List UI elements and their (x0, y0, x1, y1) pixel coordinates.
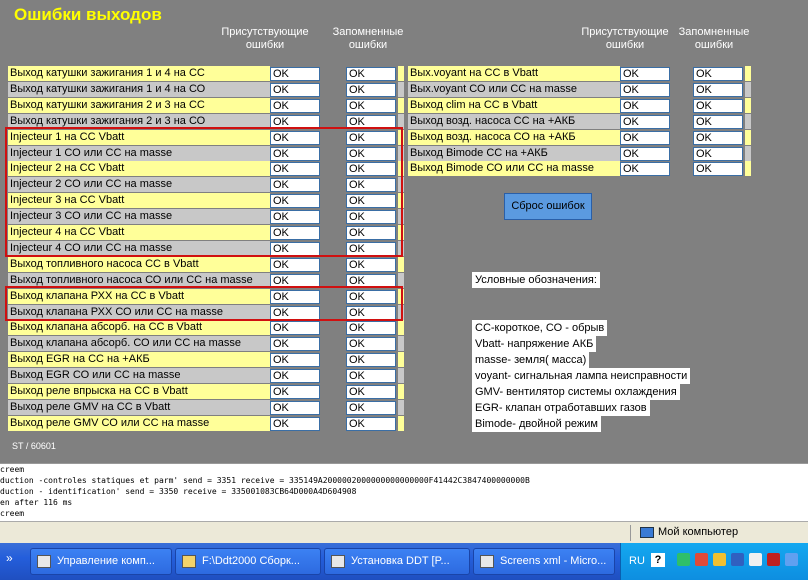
row-end-cap (745, 161, 751, 176)
log-line: duction - identification' send = 3350 receive = 335001083CB64D000A4D604908 (0, 487, 357, 496)
row-end-cap (398, 146, 404, 161)
fault-label: Выход возд. насоса СО на +АКБ (408, 130, 620, 145)
fault-label: Injecteur 2 на СС Vbatt (8, 161, 270, 176)
present-error-field: OK (270, 353, 320, 367)
stored-error-field: OK (346, 147, 396, 161)
row-end-cap (398, 384, 404, 399)
present-error-field: OK (270, 162, 320, 176)
stored-error-field: OK (346, 115, 396, 129)
stored-error-field: OK (693, 83, 743, 97)
fault-label: Выход реле впрыска на СС в Vbatt (8, 384, 270, 399)
stored-error-field: OK (346, 99, 396, 113)
row-end-cap (398, 320, 404, 335)
present-error-field: OK (270, 321, 320, 335)
task-label: F:\Ddt2000 Сборк... (202, 555, 300, 567)
language-indicator[interactable]: RU (629, 555, 645, 567)
status-bar (0, 521, 808, 544)
fault-row (8, 82, 408, 97)
present-error-field: OK (270, 178, 320, 192)
row-end-cap (398, 416, 404, 431)
fault-row (408, 98, 748, 113)
stored-error-field: OK (346, 162, 396, 176)
log-panel[interactable] (0, 463, 808, 522)
present-error-field: OK (270, 147, 320, 161)
fault-label: Выход реле GMV на СС в Vbatt (8, 400, 270, 415)
present-error-field: OK (270, 226, 320, 240)
stored-error-field: OK (346, 178, 396, 192)
fault-row (8, 305, 408, 320)
fault-row (8, 193, 408, 208)
fault-row (8, 66, 408, 81)
fault-label: Выход топливного насоса СС в Vbatt (8, 257, 270, 272)
fault-row (8, 130, 408, 145)
quick-launch-expand-icon[interactable]: » (6, 551, 13, 565)
fault-label: Выход EGR СО или СС на masse (8, 368, 270, 383)
taskbar (0, 543, 808, 580)
row-end-cap (398, 352, 404, 367)
fault-row (408, 66, 748, 81)
present-error-field: OK (620, 83, 670, 97)
fault-row (408, 161, 748, 176)
tray-shield-icon[interactable] (767, 553, 780, 566)
present-error-field: OK (620, 162, 670, 176)
row-end-cap (398, 209, 404, 224)
stored-error-field: OK (346, 385, 396, 399)
present-error-field: OK (270, 274, 320, 288)
taskbar-task[interactable] (473, 548, 615, 575)
header-left-stored: Запомненные ошибки (332, 26, 404, 51)
fault-row (8, 384, 408, 399)
stored-error-field: OK (346, 194, 396, 208)
present-error-field: OK (270, 115, 320, 129)
stored-error-field: OK (346, 401, 396, 415)
taskbar-task[interactable] (30, 548, 172, 575)
present-error-field: OK (270, 290, 320, 304)
row-end-cap (398, 130, 404, 145)
stored-error-field: OK (346, 258, 396, 272)
row-end-cap (745, 98, 751, 113)
present-error-field: OK (620, 131, 670, 145)
fault-label: Выход clim на СС в Vbatt (408, 98, 620, 113)
stored-error-field: OK (693, 162, 743, 176)
stored-error-field: OK (346, 353, 396, 367)
stored-error-field: OK (346, 131, 396, 145)
row-end-cap (745, 130, 751, 145)
present-error-field: OK (270, 83, 320, 97)
fault-row (8, 209, 408, 224)
fault-label: Выход Bimode СС на +АКБ (408, 146, 620, 161)
fault-label: Вых.voyant СО или СС на masse (408, 82, 620, 97)
fault-label: Выход возд. насоса СС на +АКБ (408, 114, 620, 129)
fault-label: Выход катушки зажигания 2 и 3 на СС (8, 98, 270, 113)
row-end-cap (398, 400, 404, 415)
fault-row (8, 352, 408, 367)
stored-error-field: OK (346, 417, 396, 431)
tray-app-icon[interactable] (785, 553, 798, 566)
legend-item: masse- земля( масса) (472, 352, 589, 368)
present-error-field: OK (270, 242, 320, 256)
fault-label: Injecteur 3 на СС Vbatt (8, 193, 270, 208)
status-separator (630, 525, 631, 541)
tray-app-icon[interactable] (749, 553, 762, 566)
row-end-cap (398, 98, 404, 113)
row-end-cap (398, 114, 404, 129)
fault-row (8, 241, 408, 256)
fault-label: Выход катушки зажигания 1 и 4 на СС (8, 66, 270, 81)
present-error-field: OK (270, 417, 320, 431)
task-label: Screens xml - Micro... (500, 555, 607, 567)
fault-label: Injecteur 4 СО или СС на masse (8, 241, 270, 256)
taskbar-task[interactable] (175, 548, 321, 575)
present-error-field: OK (270, 337, 320, 351)
fault-label: Injecteur 4 на СС Vbatt (8, 225, 270, 240)
window-icon (480, 555, 494, 568)
present-error-field: OK (270, 210, 320, 224)
tray-app-icon[interactable] (677, 553, 690, 566)
fault-label: Выход реле GMV СО или СС на masse (8, 416, 270, 431)
row-end-cap (398, 257, 404, 272)
stored-error-field: OK (693, 99, 743, 113)
header-left-present: Присутствующие ошибки (221, 26, 309, 51)
tray-app-icon[interactable] (731, 553, 744, 566)
present-error-field: OK (620, 147, 670, 161)
task-label: Управление комп... (57, 555, 155, 567)
fault-label: Injecteur 1 СО или СС на masse (8, 146, 270, 161)
legend-item: voyant- сигнальная лампа неисправности (472, 368, 690, 384)
status-my-computer: Мой компьютер (658, 526, 739, 538)
computer-icon (640, 527, 654, 538)
present-error-field: OK (620, 99, 670, 113)
present-error-field: OK (270, 369, 320, 383)
stored-error-field: OK (346, 242, 396, 256)
present-error-field: OK (270, 306, 320, 320)
present-error-field: OK (620, 67, 670, 81)
present-error-field: OK (270, 385, 320, 399)
legend-item: EGR- клапан отработавших газов (472, 400, 650, 416)
present-error-field: OK (270, 194, 320, 208)
row-end-cap (398, 305, 404, 320)
stored-error-field: OK (346, 67, 396, 81)
fault-row (8, 257, 408, 272)
tray-app-icon[interactable] (695, 553, 708, 566)
fault-row (8, 289, 408, 304)
present-error-field: OK (620, 115, 670, 129)
stored-error-field: OK (346, 369, 396, 383)
row-end-cap (398, 193, 404, 208)
fault-label: Выход клапана РХХ СО или СС на masse (8, 305, 270, 320)
present-error-field: OK (270, 99, 320, 113)
fault-label: Injecteur 3 СО или СС на masse (8, 209, 270, 224)
fault-label: Выход клапана абсорб. на СС в Vbatt (8, 320, 270, 335)
row-end-cap (745, 146, 751, 161)
present-error-field: OK (270, 131, 320, 145)
row-end-cap (398, 273, 404, 288)
fault-label: Injecteur 2 СО или СС на masse (8, 177, 270, 192)
reset-errors-button[interactable]: Сброс ошибок (504, 193, 592, 220)
legend-item: СС-короткое, СО - обрыв (472, 320, 607, 336)
stored-error-field: OK (346, 274, 396, 288)
row-end-cap (398, 161, 404, 176)
header-right-stored: Запомненные ошибки (678, 26, 750, 51)
legend-item: Bimode- двойной режим (472, 416, 601, 432)
stored-error-field: OK (693, 67, 743, 81)
fault-row (8, 98, 408, 113)
log-line: en after 116 ms (0, 498, 73, 507)
stored-error-field: OK (346, 210, 396, 224)
fault-row (8, 146, 408, 161)
stored-error-field: OK (346, 337, 396, 351)
log-line: duction -controles statiques et parm' send = 3351 receive = 335149A2000002000000000000000F41442C3847400000000B (0, 476, 530, 485)
present-error-field: OK (270, 401, 320, 415)
taskbar-task[interactable] (324, 548, 470, 575)
help-icon[interactable]: ? (651, 553, 665, 567)
stored-error-field: OK (693, 115, 743, 129)
legend-title: Условные обозначения: (472, 272, 600, 288)
fault-row (408, 82, 748, 97)
system-tray (620, 543, 808, 580)
header-right-present: Присутствующие ошибки (581, 26, 669, 51)
folder-icon (182, 555, 196, 568)
fault-label: Вых.voyant на СС в Vbatt (408, 66, 620, 81)
row-end-cap (398, 368, 404, 383)
fault-row (408, 146, 748, 161)
present-error-field: OK (270, 67, 320, 81)
stored-error-field: OK (346, 226, 396, 240)
stored-error-field: OK (346, 290, 396, 304)
row-end-cap (398, 225, 404, 240)
row-end-cap (398, 336, 404, 351)
fault-row (8, 368, 408, 383)
fault-label: Выход катушки зажигания 2 и 3 на СО (8, 114, 270, 129)
stored-error-field: OK (346, 306, 396, 320)
row-end-cap (745, 82, 751, 97)
fault-row (8, 177, 408, 192)
fault-row (8, 336, 408, 351)
row-end-cap (745, 114, 751, 129)
row-end-cap (398, 66, 404, 81)
legend-item: Vbatt- напряжение АКБ (472, 336, 596, 352)
fault-label: Выход клапана РХХ на СС в Vbatt (8, 289, 270, 304)
row-end-cap (398, 82, 404, 97)
tray-app-icon[interactable] (713, 553, 726, 566)
row-end-cap (398, 177, 404, 192)
fault-label: Injecteur 1 на СС Vbatt (8, 130, 270, 145)
stored-error-field: OK (693, 147, 743, 161)
log-line: creem (0, 465, 25, 474)
fault-label: Выход EGR на СС на +АКБ (8, 352, 270, 367)
fault-label: Выход топливного насоса СО или СС на masse (8, 273, 270, 288)
fault-row (8, 320, 408, 335)
row-end-cap (398, 289, 404, 304)
present-error-field: OK (270, 258, 320, 272)
fault-row (8, 416, 408, 431)
task-label: Установка DDT [P... (351, 555, 450, 567)
row-end-cap (398, 241, 404, 256)
fault-row (8, 273, 408, 288)
page-title: Ошибки выходов (14, 5, 162, 24)
fault-row (8, 161, 408, 176)
fault-row (408, 130, 748, 145)
fault-label: Выход катушки зажигания 1 и 4 на СО (8, 82, 270, 97)
fault-label: Выход клапана абсорб. СО или СС на masse (8, 336, 270, 351)
fault-label: Выход Bimode СО или СС на masse (408, 161, 620, 176)
screen-id: ST / 60601 (12, 441, 56, 451)
window-icon (37, 555, 51, 568)
fault-row (8, 400, 408, 415)
fault-row (8, 114, 408, 129)
row-end-cap (745, 66, 751, 81)
legend-item: GMV- вентилятор системы охлаждения (472, 384, 680, 400)
fault-row (8, 225, 408, 240)
stored-error-field: OK (693, 131, 743, 145)
window-icon (331, 555, 345, 568)
stored-error-field: OK (346, 321, 396, 335)
fault-row (408, 114, 748, 129)
stored-error-field: OK (346, 83, 396, 97)
log-line: creem (0, 509, 25, 518)
